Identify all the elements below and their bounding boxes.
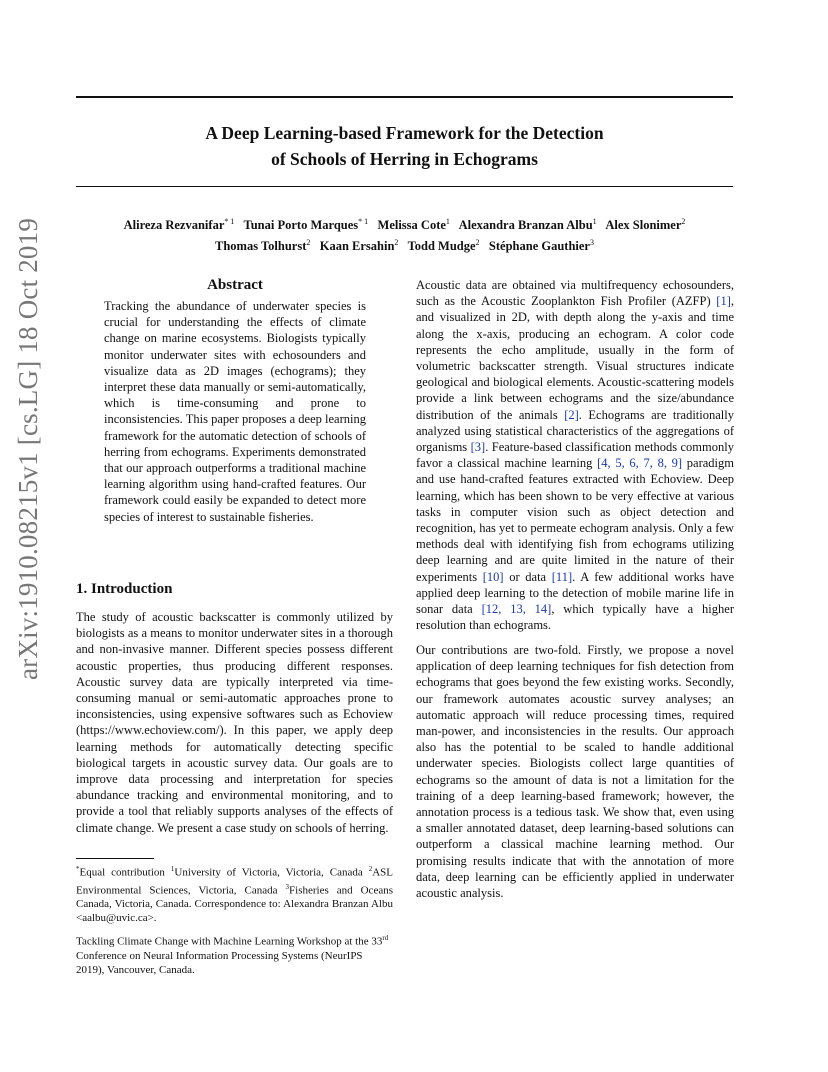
- title-top-rule: [76, 96, 733, 98]
- footnote-affiliation-1: University of Victoria, Victoria, Canada: [174, 866, 363, 879]
- right-paragraph-1: [416, 277, 734, 633]
- author-mark: 1: [592, 217, 597, 226]
- citation-link[interactable]: [11]: [551, 569, 573, 584]
- paragraph-text: Acoustic data are obtained via multifrequency echosounders, such as the Acoustic Zooplankton Fish Profiler (AZFP): [416, 278, 734, 309]
- citation-link[interactable]: [10]: [482, 569, 504, 584]
- author-mark: 1: [445, 217, 450, 226]
- title-line-2: of Schools of Herring in Echograms: [271, 149, 538, 169]
- author-mark: 2: [681, 217, 686, 226]
- title-line-1: A Deep Learning-based Framework for the Detection: [205, 123, 604, 143]
- author-name: Melissa Cote: [377, 218, 446, 233]
- citation-link[interactable]: [3]: [470, 440, 486, 455]
- introduction-text: The study of acoustic backscatter is commonly utilized by biologists as a means to monitor underwater sites in a thorough and non-invasive manner. Different species possess different acoustic properties, thus producing different responses. Acoustic survey data are typically interpreted via time-consuming manual or semi-automatic approaches prone to inconsistencies, using expensive softwares such as Echoview (https://www.echoview.com/). In this paper, we apply deep learning methods for automatically detecting specific biological targets in acoustic survey data. Our goals are to improve data processing and interpretation for species abundance tracking and environmental monitoring, and to provide a tool that reliably supports analyses of the effects of climate change. We present a case study on schools of herring.: [76, 610, 393, 835]
- author-name: Alexandra Branzan Albu: [458, 218, 593, 233]
- citation-link[interactable]: [1]: [716, 294, 731, 309]
- author-mark: * 1: [358, 217, 369, 226]
- author-mark: 2: [394, 238, 399, 248]
- author-mark: 3: [589, 238, 594, 248]
- footnote-affiliation-2: ASL Environmental Sciences, Victoria, Canada: [76, 866, 394, 897]
- paragraph-text: . Feature-based classification methods commonly favor a classical machine learning: [416, 440, 734, 471]
- paragraph-text: , which typically have a higher resolution than echograms.: [416, 602, 734, 633]
- paper-title: [76, 120, 733, 172]
- abstract-text: Tracking the abundance of underwater species is crucial for understanding the effects of climate change on marine ecosystems. Biologists typically monitor underwater sites with echosounders and visualize data as 2D images (echograms); they interpret these data manually or semi-automatically, which is time-consuming and prone to inconsistencies. This paper proposes a deep learning framework for the automatic detection of schools of herring from echograms. Experiments demonstrated that our approach outperforms a traditional machine learning algorithm using hand-crafted features. Our framework could easily be expanded to detect more species of interest to sustainable fisheries.: [104, 299, 366, 524]
- introduction-heading: 1. Introduction: [76, 581, 173, 597]
- author-name: Todd Mudge: [407, 239, 476, 254]
- author-mark: 2: [475, 238, 480, 248]
- paragraph-text: , and visualized in 2D, with depth along the y-axis and time along the x-axis, producing an echogram. A color code represents the echo amplitude, usually in the form of volumetric backscatter strength. Visual structures indicate geological and biological elements. Acoustic-scattering models provide a link between echograms and the size/abundance distribution of the animals: [416, 294, 734, 422]
- author-name: Alireza Rezvanifar: [123, 218, 225, 233]
- arxiv-stamp: arXiv:1910.08215v1 [cs.LG] 18 Oct 2019: [13, 217, 43, 680]
- author-line-1: [76, 213, 733, 234]
- paragraph-text: paradigm and use hand-crafted features extracted with Echoview. Deep learning, which has been shown to be very effective at various tasks in computer vision such as object detection and recognition, has yet to permeate echogram analysis. Only a few methods deal with identifying fish from echograms utilizing deep learning and are quite limited in the nature of their experiments: [416, 456, 734, 584]
- venue-text-2: Conference on Neural Information Processing Systems (NeurIPS 2019), Vancouver, Canada.: [76, 949, 363, 976]
- author-line-2: [76, 234, 733, 255]
- footnote-affiliation-3: Fisheries and Oceans Canada, Victoria, Canada. Correspondence to: Alexandra Branzan Albu <aalbu@uvic.ca>.: [76, 884, 393, 925]
- footnote-rule: [76, 858, 154, 859]
- author-name: Tunai Porto Marques: [243, 218, 359, 233]
- affiliation-footnote: *Equal contribution $^1$University of Victoria, Victoria, Canada $^2$ASL Environmental Sciences, Victoria, Canada $^3$Fisheries and Oceans Canada, Victoria, Canada. Correspondence to: Alexandra Branzan Albu <aalbu@uvic.ca>.: [76, 865, 394, 925]
- venue-text-1: Tackling Climate Change with Machine Learning Workshop at the 33: [76, 935, 383, 948]
- author-name: Thomas Tolhurst: [215, 239, 307, 254]
- venue-note: [76, 931, 393, 977]
- abstract-heading: Abstract: [207, 277, 263, 293]
- paragraph-text: . Echograms are traditionally analyzed using statistical characteristics of the aggregations of organisms: [416, 407, 734, 455]
- author-mark: * 1: [224, 217, 235, 226]
- author-name: Alex Slonimer: [605, 218, 682, 233]
- footnote-equal: Equal contribution: [79, 866, 165, 879]
- paragraph-text: or data: [503, 569, 552, 584]
- author-name: Stéphane Gauthier: [488, 239, 590, 254]
- citation-link[interactable]: [12, 13, 14]: [481, 602, 552, 617]
- paragraph-text: . A few additional works have applied deep learning to the detection of mobile marine life in sonar data: [416, 569, 735, 617]
- author-list: [76, 213, 733, 255]
- citation-link[interactable]: [2]: [564, 407, 579, 422]
- title-bottom-rule: [76, 186, 733, 187]
- venue-sup: rd: [382, 934, 389, 942]
- author-name: Kaan Ersahin: [319, 239, 395, 254]
- right-paragraph-2: Our contributions are two-fold. Firstly, we propose a novel application of deep learning techniques for fish detection from echograms that goes beyond the few existing works. Secondly, our framework automates acoustic survey analyses; an automatic approach will reduce processing times, required man-power, and inconsistencies in the results. Our approach also has the potential to be scaled to handle additional underwater species. Biologists collect large quantities of echograms so the amount of data is not a limitation for the training of a deep learning-based framework; however, the annotation process is a tedious task. We show that, even using a smaller annotated dataset, deep learning-based solutions can outperform a classical machine learning method. Our promising results indicate that with the annotation of more data, deep learning can be efficiently applied in underwater acoustic analysis.: [416, 643, 734, 901]
- citation-link[interactable]: [4, 5, 6, 7, 8, 9]: [597, 456, 683, 471]
- author-mark: 2: [306, 238, 311, 248]
